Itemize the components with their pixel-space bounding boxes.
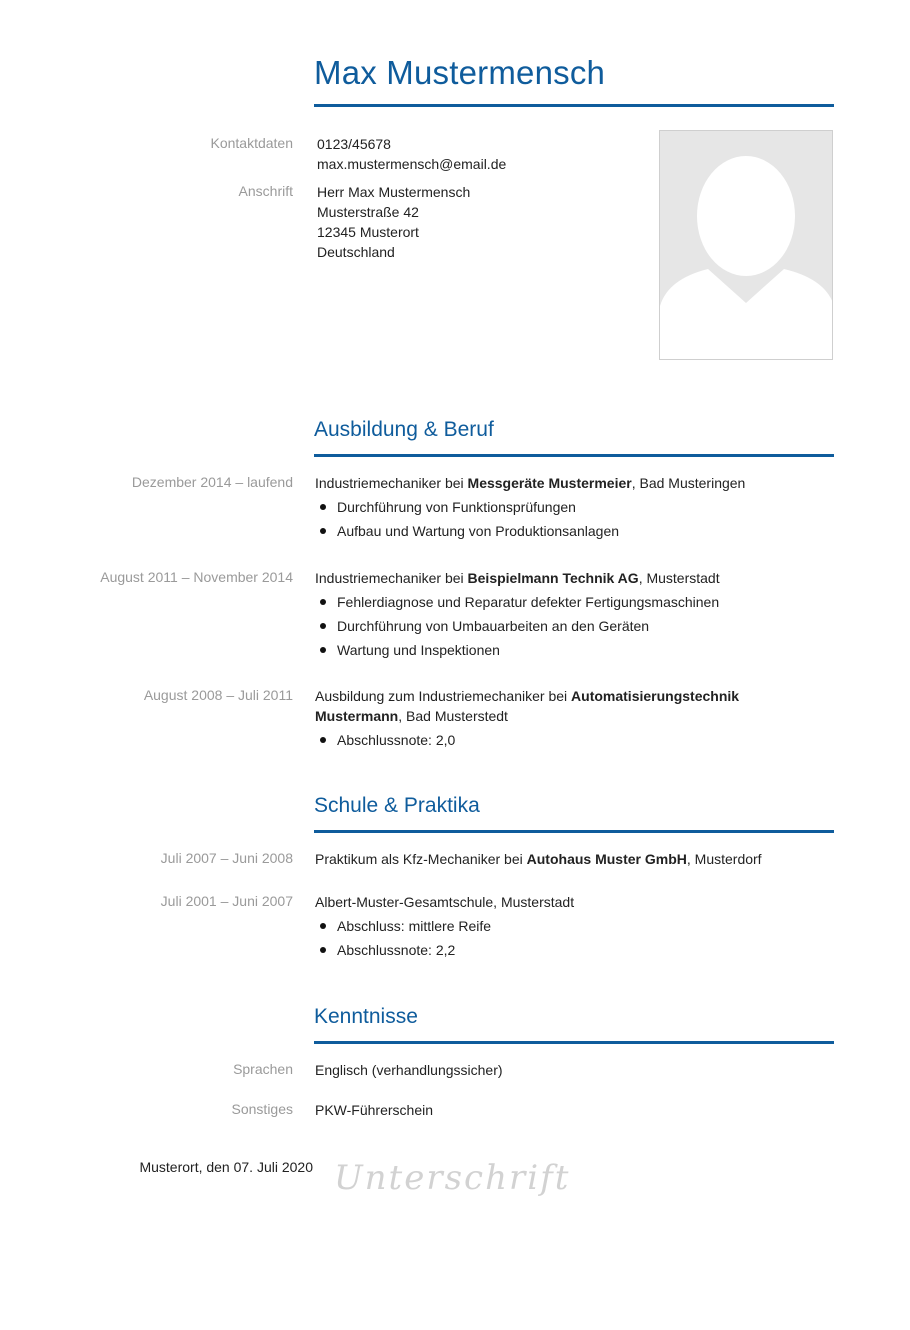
bullet-item: Durchführung von Funktionsprüfungen: [315, 495, 795, 519]
contact-block: [317, 134, 506, 174]
contact-label: Kontaktdaten: [210, 135, 293, 151]
entry-heading: [315, 473, 795, 493]
entry-company: Messgeräte Mustermeier: [467, 475, 632, 491]
entry-bullets: [315, 914, 795, 962]
entry-company: Automatisierungstechnik Mustermann: [315, 688, 740, 724]
bullet-item: Aufbau und Wartung von Produktionsanlagen: [315, 519, 795, 543]
place-and-date: Musterort, den 07. Juli 2020: [139, 1159, 313, 1175]
address-line: Deutschland: [317, 244, 395, 260]
avatar-silhouette-icon: [660, 131, 833, 360]
address-line: Herr Max Mustermensch: [317, 184, 471, 200]
signature: Unterschrift: [334, 1158, 571, 1198]
entry-role: Industriemechaniker bei: [315, 475, 468, 491]
entry-date: Juli 2007 – Juni 2008: [160, 850, 293, 866]
bullet-item: Abschlussnote: 2,2: [315, 938, 795, 962]
career-entry: [315, 568, 795, 662]
entry-date: August 2008 – Juli 2011: [143, 687, 293, 703]
skill-value: Englisch (verhandlungssicher): [315, 1062, 503, 1078]
section-divider: [314, 1041, 834, 1044]
entry-bullets: [315, 495, 795, 543]
entry-date: Juli 2001 – Juni 2007: [160, 893, 293, 909]
entry-location: , Musterdorf: [686, 851, 762, 867]
bullet-item: Abschluss: mittlere Reife: [315, 914, 795, 938]
career-entry: [315, 473, 795, 543]
entry-date: August 2011 – November 2014: [100, 569, 293, 585]
address-line: 12345 Musterort: [317, 224, 419, 240]
section-title-school: Schule & Praktika: [314, 794, 480, 817]
section-title-skills: Kenntnisse: [314, 1005, 418, 1028]
phone-number: 0123/45678: [317, 136, 391, 152]
entry-heading: [315, 849, 795, 869]
skill-value: PKW-Führerschein: [315, 1102, 434, 1118]
bullet-item: Fehlerdiagnose und Reparatur defekter Fertigungsmaschinen: [315, 590, 795, 614]
entry-bullets: [315, 728, 785, 752]
bullet-item: Wartung und Inspektionen: [315, 638, 795, 662]
entry-heading: Albert-Muster-Gesamtschule, Musterstadt: [315, 894, 575, 910]
entry-date: Dezember 2014 – laufend: [131, 474, 293, 490]
entry-location: , Musterstadt: [638, 570, 720, 586]
entry-heading: [315, 686, 785, 726]
entry-location: , Bad Musterstedt: [398, 708, 508, 724]
entry-role: Praktikum als Kfz-Mechaniker bei: [315, 851, 527, 867]
entry-bullets: [315, 590, 795, 662]
skill-label: Sonstiges: [231, 1101, 293, 1117]
header-divider: [314, 104, 834, 107]
career-entry: [315, 686, 785, 752]
school-entry: [315, 892, 795, 962]
profile-photo-placeholder: [659, 130, 833, 360]
cv-name: Max Mustermensch: [314, 54, 606, 91]
address-line: Musterstraße 42: [317, 204, 419, 220]
address-block: [317, 182, 470, 262]
entry-role: Industriemechaniker bei: [315, 570, 468, 586]
entry-company: Autohaus Muster GmbH: [526, 851, 687, 867]
address-label: Anschrift: [238, 183, 293, 199]
entry-heading: [315, 568, 795, 588]
school-entry: [315, 849, 795, 869]
entry-company: Beispielmann Technik AG: [467, 570, 639, 586]
bullet-item: Abschlussnote: 2,0: [315, 728, 785, 752]
section-title-career: Ausbildung & Beruf: [314, 418, 494, 441]
entry-role: Ausbildung zum Industriemechaniker bei: [315, 688, 572, 704]
entry-location: , Bad Musteringen: [631, 475, 746, 491]
section-divider: [314, 454, 834, 457]
email-address: max.mustermensch@email.de: [317, 156, 507, 172]
skill-label: Sprachen: [233, 1061, 293, 1077]
section-divider: [314, 830, 834, 833]
bullet-item: Durchführung von Umbauarbeiten an den Geräten: [315, 614, 795, 638]
